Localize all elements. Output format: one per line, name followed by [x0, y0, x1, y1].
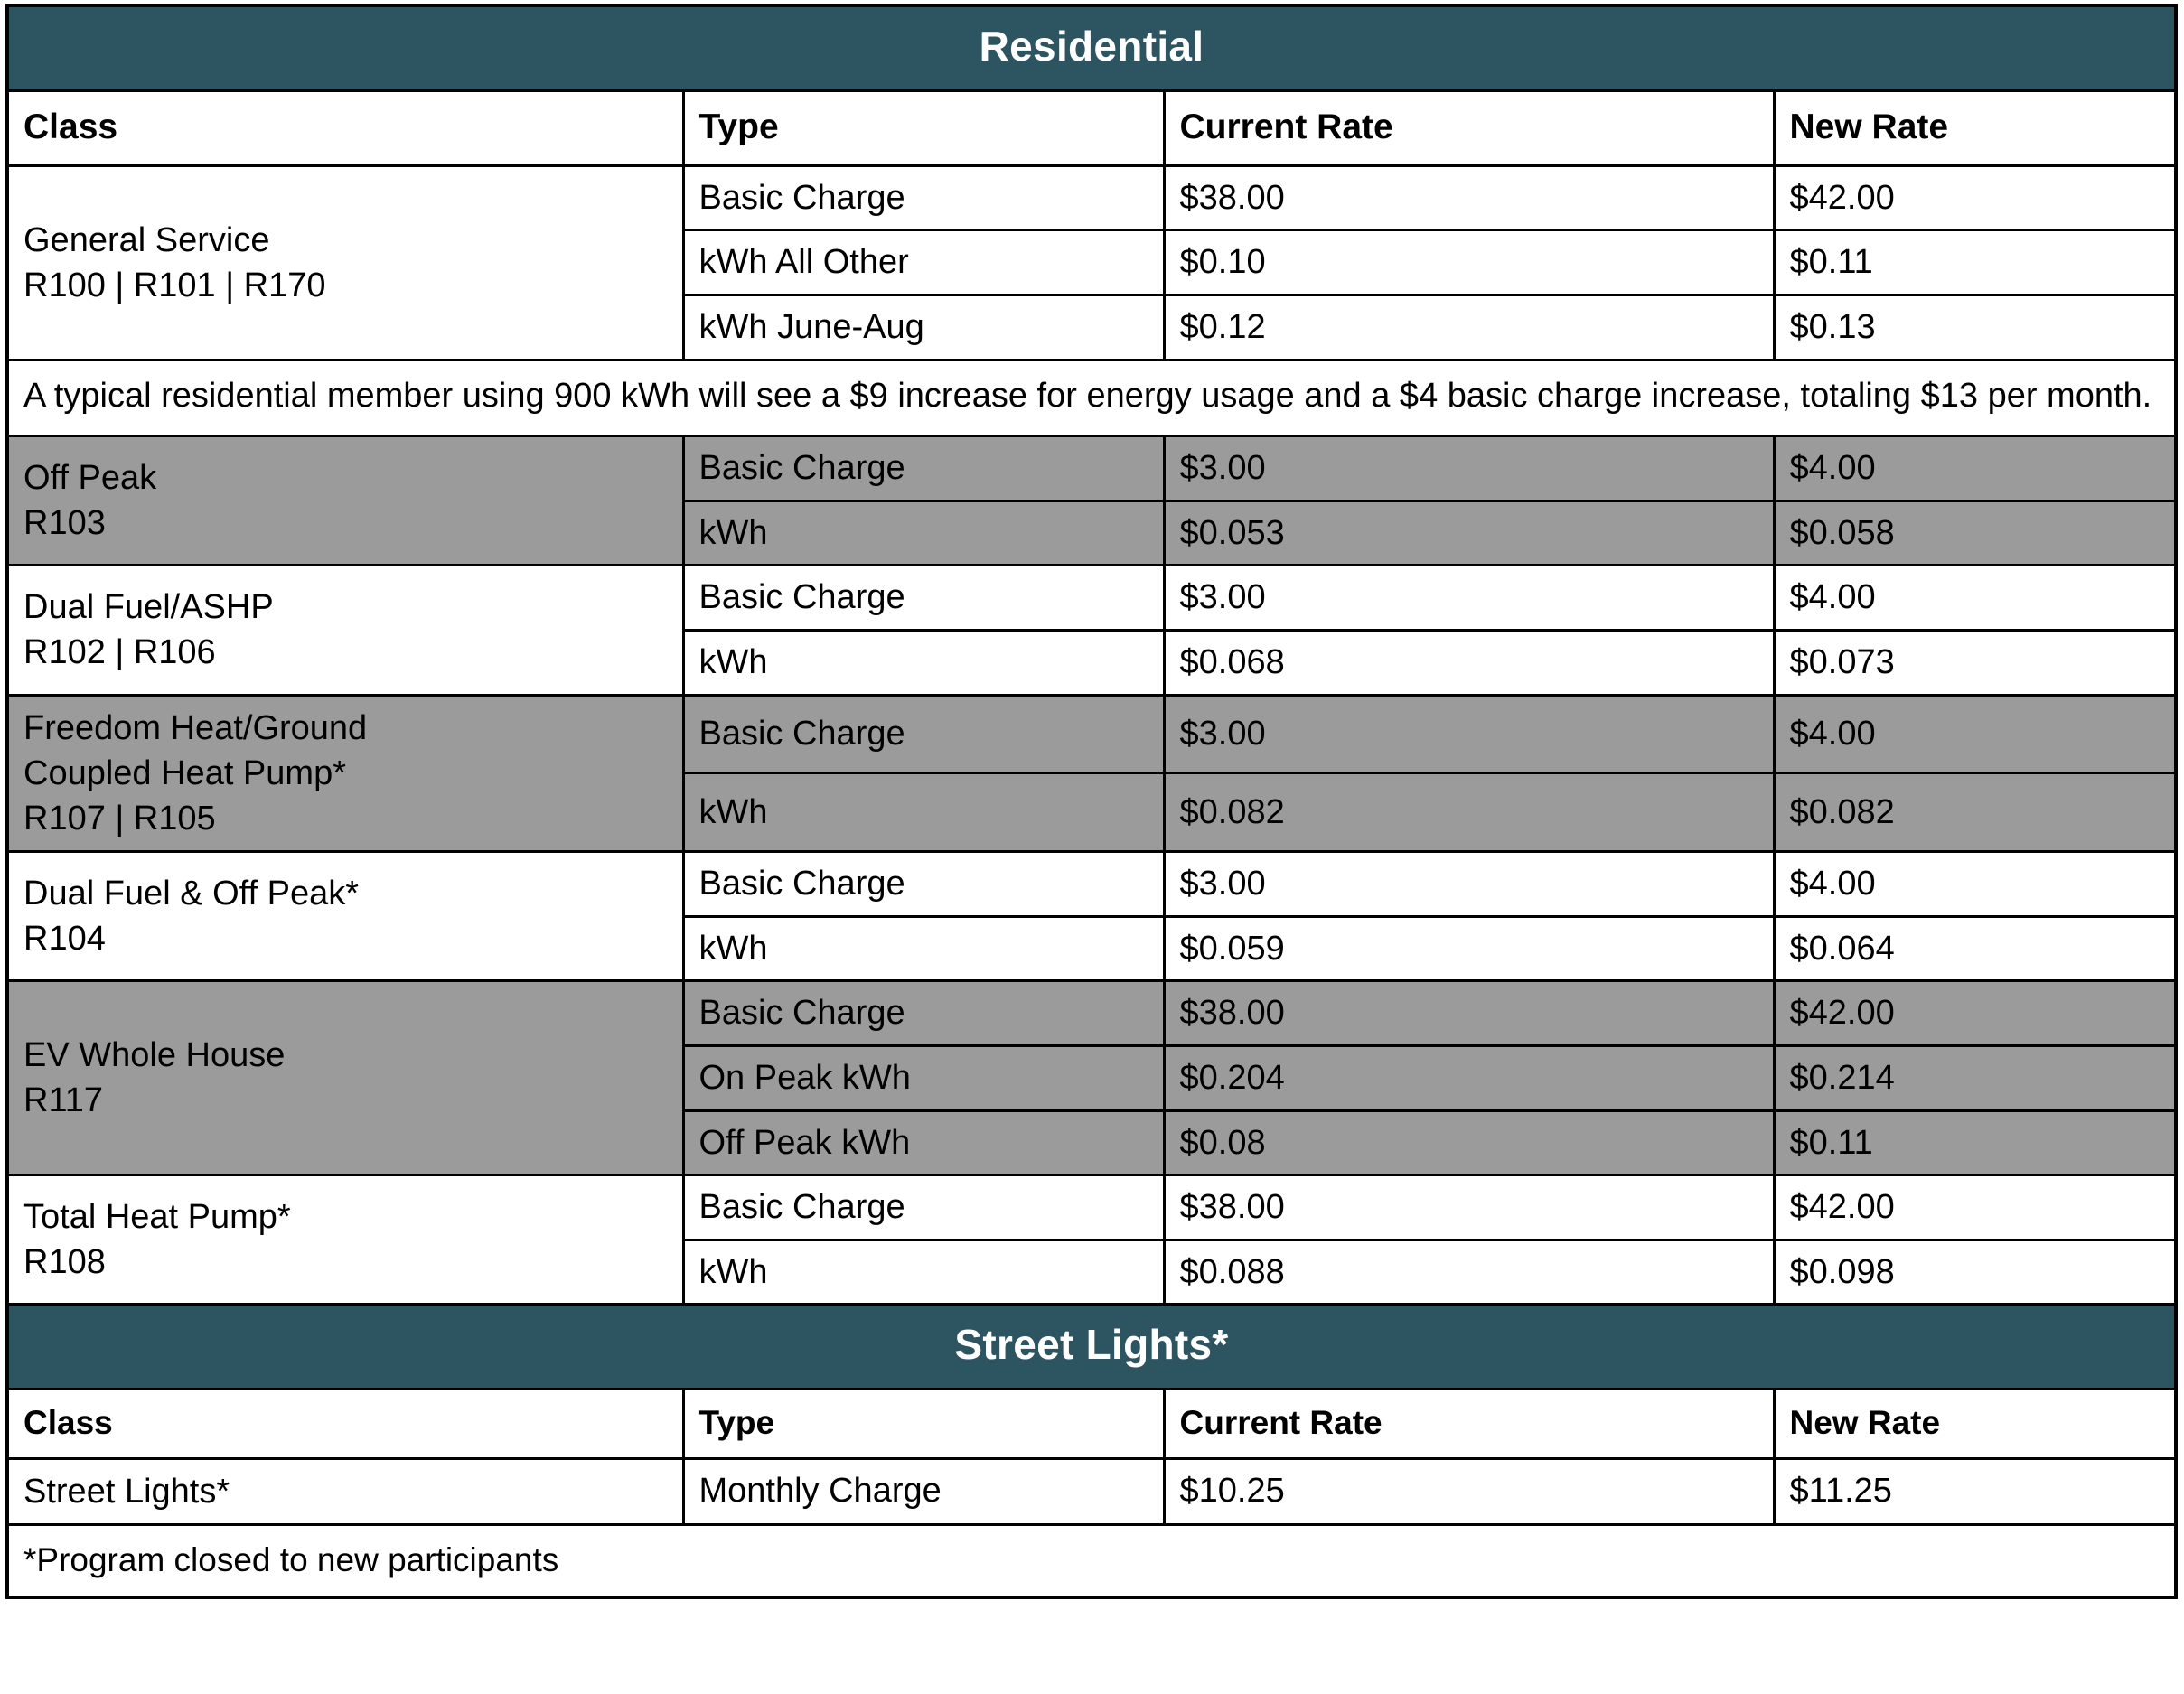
new-rate: $0.064: [1774, 916, 2176, 981]
note-row: [7, 360, 2176, 435]
table-row: [7, 566, 2176, 631]
current-rate: $0.053: [1164, 501, 1774, 566]
section-title-street-lights: Street Lights*: [7, 1305, 2176, 1390]
current-rate: $3.00: [1164, 566, 1774, 631]
current-rate: $10.25: [1164, 1458, 1774, 1524]
rate-type: Monthly Charge: [683, 1458, 1164, 1524]
class-name: Dual Fuel & Off Peak*: [23, 874, 360, 913]
rate-type: Basic Charge: [683, 165, 1164, 230]
footnote-text: *Program closed to new participants: [7, 1524, 2176, 1597]
class-name: EV Whole House: [23, 1036, 286, 1075]
class-dual-fuel-ashp: [7, 566, 683, 695]
column-header-type: Type: [683, 90, 1164, 165]
new-rate: $4.00: [1774, 436, 2176, 501]
class-codes: R117: [23, 1081, 104, 1120]
new-rate: $42.00: [1774, 981, 2176, 1046]
new-rate: $42.00: [1774, 1175, 2176, 1240]
current-rate: $0.068: [1164, 630, 1774, 695]
column-header-new-rate: New Rate: [1774, 90, 2176, 165]
current-rate: $3.00: [1164, 852, 1774, 917]
rate-type: kWh: [683, 916, 1164, 981]
section-title-residential: Residential: [7, 5, 2176, 90]
rate-type: On Peak kWh: [683, 1045, 1164, 1110]
class-total-heat-pump: [7, 1175, 683, 1305]
rate-type: Basic Charge: [683, 566, 1164, 631]
table-row: [7, 436, 2176, 501]
current-rate: $0.082: [1164, 773, 1774, 852]
current-rate: $0.088: [1164, 1240, 1774, 1305]
rate-type: Basic Charge: [683, 852, 1164, 917]
class-ev-whole-house: [7, 981, 683, 1175]
table-row: [7, 852, 2176, 917]
new-rate: $4.00: [1774, 566, 2176, 631]
column-header-type: Type: [683, 1390, 1164, 1458]
rate-type: Basic Charge: [683, 981, 1164, 1046]
new-rate: $11.25: [1774, 1458, 2176, 1524]
table-row: [7, 165, 2176, 230]
section-header-row: [7, 1305, 2176, 1390]
rate-type: kWh All Other: [683, 230, 1164, 295]
column-header-current-rate: Current Rate: [1164, 1390, 1774, 1458]
table-row: [7, 695, 2176, 773]
rate-type: kWh: [683, 1240, 1164, 1305]
column-header-class: Class: [7, 90, 683, 165]
new-rate: $0.13: [1774, 295, 2176, 360]
class-name-line-1: Freedom Heat/Ground: [23, 708, 368, 747]
table-row: [7, 1458, 2176, 1524]
class-name: Off Peak: [23, 459, 157, 498]
current-rate: $0.10: [1164, 230, 1774, 295]
class-street-lights: Street Lights*: [7, 1458, 683, 1524]
new-rate: $0.073: [1774, 630, 2176, 695]
residential-impact-note: A typical residential member using 900 kWh will see a $9 increase for energy usage and a $4 basic charge increase, totaling $13 per month.: [7, 360, 2176, 435]
column-header-new-rate: New Rate: [1774, 1390, 2176, 1458]
class-codes: R104: [23, 920, 106, 959]
table-row: [7, 981, 2176, 1046]
current-rate: $0.08: [1164, 1110, 1774, 1175]
class-name: Total Heat Pump*: [23, 1198, 291, 1237]
rate-type: kWh: [683, 501, 1164, 566]
class-off-peak: [7, 436, 683, 566]
column-header-class: Class: [7, 1390, 683, 1458]
table-row: [7, 1175, 2176, 1240]
class-general-service: [7, 165, 683, 360]
class-codes: R107 | R105: [23, 799, 216, 838]
class-dual-fuel-and-off-peak: [7, 852, 683, 981]
current-rate: $0.059: [1164, 916, 1774, 981]
new-rate: $0.098: [1774, 1240, 2176, 1305]
current-rate: $0.12: [1164, 295, 1774, 360]
class-name: Dual Fuel/ASHP: [23, 588, 274, 627]
class-codes: R102 | R106: [23, 633, 216, 672]
footnote-row: [7, 1524, 2176, 1597]
rate-type: kWh: [683, 773, 1164, 852]
current-rate: $3.00: [1164, 436, 1774, 501]
electric-rate-table: [5, 4, 2178, 1599]
rate-type: kWh June-Aug: [683, 295, 1164, 360]
current-rate: $38.00: [1164, 165, 1774, 230]
column-header-current-rate: Current Rate: [1164, 90, 1774, 165]
rate-type: kWh: [683, 630, 1164, 695]
new-rate: $0.11: [1774, 1110, 2176, 1175]
new-rate: $4.00: [1774, 695, 2176, 773]
new-rate: $0.082: [1774, 773, 2176, 852]
new-rate: $0.058: [1774, 501, 2176, 566]
current-rate: $38.00: [1164, 1175, 1774, 1240]
class-name-line-2: Coupled Heat Pump*: [23, 753, 346, 792]
class-freedom-heat-ground-coupled-heat-pump: [7, 695, 683, 851]
class-name: General Service: [23, 220, 270, 259]
current-rate: $0.204: [1164, 1045, 1774, 1110]
current-rate: $3.00: [1164, 695, 1774, 773]
column-header-row: [7, 90, 2176, 165]
new-rate: $0.11: [1774, 230, 2176, 295]
rate-type: Basic Charge: [683, 1175, 1164, 1240]
class-codes: R108: [23, 1243, 106, 1282]
rate-type: Basic Charge: [683, 695, 1164, 773]
rate-type: Basic Charge: [683, 436, 1164, 501]
new-rate: $4.00: [1774, 852, 2176, 917]
current-rate: $38.00: [1164, 981, 1774, 1046]
new-rate: $0.214: [1774, 1045, 2176, 1110]
class-codes: R100 | R101 | R170: [23, 266, 326, 304]
class-codes: R103: [23, 504, 106, 543]
column-header-row: [7, 1390, 2176, 1458]
new-rate: $42.00: [1774, 165, 2176, 230]
rate-type: Off Peak kWh: [683, 1110, 1164, 1175]
section-header-row: [7, 5, 2176, 90]
